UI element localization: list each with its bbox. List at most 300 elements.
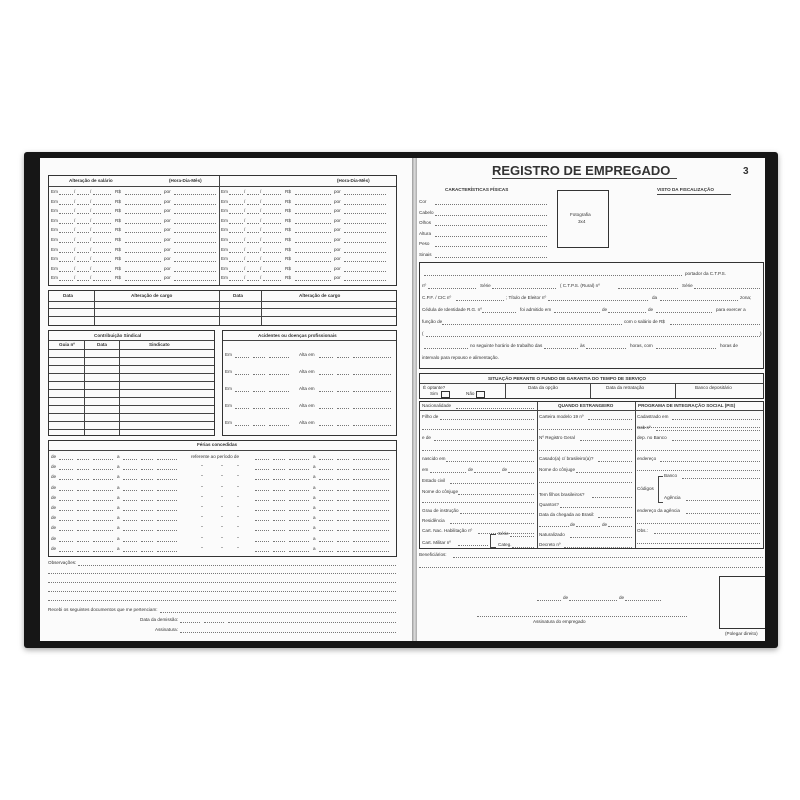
de-label: de — [51, 505, 57, 510]
fill-in-line — [482, 312, 516, 313]
rule-line — [49, 308, 396, 309]
filhos-label: Tem filhos brasileiros? — [539, 492, 585, 497]
cargo-table — [48, 290, 397, 326]
unit-label: (Hora-Dia-Mês) — [337, 178, 370, 183]
fill-in-line — [93, 541, 113, 542]
de-label: de — [51, 454, 57, 459]
fill-in-line — [580, 440, 632, 441]
por-label: por — [164, 265, 171, 271]
estrangeiro-title: QUANDO ESTRANGEIRO — [558, 403, 614, 408]
fill-in-line — [337, 408, 349, 409]
fill-in-line — [93, 223, 111, 224]
fill-in-line — [273, 459, 285, 460]
currency-label: R$ — [285, 265, 291, 271]
date-sep: / — [74, 265, 76, 271]
fill-in-line — [474, 472, 500, 473]
date-sep: / — [260, 217, 262, 223]
date-sep: / — [90, 256, 92, 262]
rule-line — [657, 194, 731, 195]
modelo-label: Carteira modelo 19 nº — [539, 414, 584, 419]
a-label: a — [117, 515, 120, 521]
fill-in-line — [263, 252, 281, 253]
a-label: a — [117, 494, 120, 500]
casado-label: Casado(a) c/ brasileiro(a)? — [539, 456, 594, 461]
fill-in-line — [160, 612, 396, 613]
fill-in-line — [228, 622, 396, 623]
de-label: de — [51, 464, 57, 470]
cargo-header: Alteração de cargo — [299, 293, 341, 298]
fill-in-line — [59, 242, 73, 243]
fill-in-line — [59, 194, 73, 195]
de-label: de — [51, 515, 57, 521]
fill-in-line — [141, 541, 153, 542]
filho-label: Filho de — [422, 414, 439, 419]
fill-in-line — [229, 213, 243, 214]
fill-in-line — [247, 194, 259, 195]
ferias-table — [48, 440, 397, 557]
fill-in-line — [48, 582, 396, 583]
assinatura-label: Assinatura: — [155, 627, 178, 632]
fill-in-line — [435, 215, 547, 216]
fill-in-line — [59, 252, 73, 253]
em-label: Em — [225, 403, 232, 408]
date-sep: / — [74, 275, 76, 281]
fgts-title: SITUAÇÃO PERANTE O FUNDO DE GARANTIA DO TEMPO DE SERVIÇO — [488, 376, 646, 381]
fill-in-line — [77, 490, 89, 491]
fill-in-line — [353, 530, 389, 531]
fill-in-line — [77, 280, 89, 281]
data-demissao-label: Data da demissão: — [140, 617, 179, 622]
fill-in-line — [637, 450, 760, 451]
fill-in-line — [337, 520, 349, 521]
fill-in-line — [598, 517, 632, 518]
fill-in-line — [247, 223, 259, 224]
fill-in-line — [157, 469, 177, 470]
fill-in-line — [456, 408, 534, 409]
ditto-mark: " — [221, 505, 223, 510]
fill-in-line — [656, 430, 760, 431]
fill-in-line — [255, 469, 269, 470]
salary-title: Alteração de salário — [69, 178, 113, 183]
rule-line — [49, 405, 214, 406]
fill-in-line — [174, 271, 216, 272]
photo-box — [557, 190, 609, 248]
date-sep: / — [74, 189, 76, 194]
banco-depositario-label: Banco depositário — [695, 385, 732, 390]
horas-de-label: horas de — [720, 343, 738, 348]
fill-in-line — [59, 520, 73, 521]
fill-in-line — [48, 600, 396, 601]
currency-label: R$ — [115, 227, 121, 233]
fill-in-line — [59, 261, 73, 262]
fill-in-line — [353, 408, 391, 409]
fill-in-line — [229, 204, 243, 205]
a-label: a — [117, 525, 120, 531]
fill-in-line — [229, 280, 243, 281]
fill-in-line — [273, 490, 285, 491]
fill-in-line — [93, 510, 113, 511]
fill-in-line — [157, 551, 177, 552]
fill-in-line — [554, 312, 600, 313]
ditto-mark: " — [201, 515, 203, 521]
fill-in-line — [682, 478, 760, 479]
fill-in-line — [618, 288, 678, 289]
fill-in-line — [93, 479, 113, 480]
unit-label: (Hora-Dia-Mês) — [169, 178, 202, 183]
currency-label: R$ — [285, 189, 291, 194]
currency-label: R$ — [285, 256, 291, 262]
fill-in-line — [289, 520, 309, 521]
por-label: por — [164, 208, 171, 214]
a-label: a — [117, 474, 120, 480]
currency-label: R$ — [285, 237, 291, 242]
intervalo-label: intervalo para repouso e alimentação. — [422, 355, 499, 360]
em-label: Em — [51, 275, 58, 281]
fill-in-line — [253, 408, 265, 409]
polegar-label: (Polegar direito) — [725, 631, 758, 636]
ditto-mark: " — [201, 525, 203, 531]
rule-line — [537, 402, 538, 548]
codigos-label: Códigos — [637, 486, 654, 491]
fill-in-line — [229, 194, 243, 195]
em-label: Em — [51, 237, 58, 242]
identification-box — [419, 262, 764, 369]
fill-in-line — [229, 261, 243, 262]
alta-label: Alta em — [299, 369, 315, 374]
estado-civil-label: Estado civil — [422, 478, 446, 483]
date-sep: / — [90, 227, 92, 233]
fill-in-line — [141, 479, 153, 480]
em-label: Em — [51, 265, 58, 271]
fill-in-line — [123, 459, 137, 460]
fill-in-line — [255, 520, 269, 521]
rule-line — [49, 301, 396, 302]
em-label: Em — [225, 420, 232, 425]
date-sep: / — [244, 275, 246, 281]
date-sep: / — [260, 246, 262, 252]
photo-label: Fotografia — [570, 212, 591, 217]
date-sep: / — [260, 256, 262, 262]
alta-label: Alta em — [299, 352, 315, 357]
fill-in-line — [93, 490, 113, 491]
date-sep: / — [244, 246, 246, 252]
fill-in-line — [141, 510, 153, 511]
a-label: a — [117, 464, 120, 470]
fill-in-line — [319, 469, 333, 470]
fill-in-line — [337, 510, 349, 511]
ditto-mark: " — [201, 535, 203, 541]
fill-in-line — [93, 242, 111, 243]
ditto-mark: " — [237, 464, 239, 470]
de-label: de — [51, 484, 57, 490]
fill-in-line — [656, 312, 712, 313]
a-label: a — [313, 515, 316, 521]
date-sep: / — [90, 237, 92, 242]
em-label: Em — [221, 275, 228, 281]
rule-line — [49, 429, 214, 430]
fill-in-line — [235, 391, 249, 392]
date-sep: / — [90, 217, 92, 223]
fill-in-line — [123, 490, 137, 491]
fill-in-line — [344, 232, 386, 233]
fill-in-line — [319, 510, 333, 511]
fill-in-line — [255, 459, 269, 460]
salario-label: com o salário de R$ — [624, 319, 665, 324]
titulo-label: ; Título de Eleitor nº — [506, 295, 547, 300]
fill-in-line — [537, 600, 561, 601]
currency-label: R$ — [285, 198, 291, 204]
fill-in-line — [273, 520, 285, 521]
ditto-mark: " — [221, 494, 223, 500]
em-label: Em — [225, 369, 232, 374]
fill-in-line — [576, 526, 600, 527]
em-label: Em — [51, 208, 58, 214]
fill-in-line — [77, 194, 89, 195]
por-label: por — [164, 246, 171, 252]
de-label: de — [468, 467, 474, 472]
por-label: por — [334, 256, 341, 262]
de-label: de — [563, 595, 569, 600]
fill-in-line — [77, 242, 89, 243]
date-sep: / — [90, 275, 92, 281]
militar-label: Cart. Militar nº — [422, 540, 451, 545]
fill-in-line — [59, 510, 73, 511]
fill-in-line — [77, 213, 89, 214]
fill-in-line — [422, 429, 534, 430]
fill-in-line — [637, 470, 760, 471]
fill-in-line — [263, 261, 281, 262]
fill-in-line — [426, 336, 760, 337]
fill-in-line — [174, 252, 216, 253]
ditto-mark: " — [237, 505, 239, 510]
fill-in-line — [353, 500, 389, 501]
rule-line — [505, 383, 506, 398]
fill-in-line — [273, 479, 285, 480]
rule-line — [658, 476, 663, 477]
fill-in-line — [544, 348, 578, 349]
fill-in-line — [353, 425, 391, 426]
fill-in-line — [319, 500, 333, 501]
fill-in-line — [289, 541, 309, 542]
fill-in-line — [435, 225, 547, 226]
fill-in-line — [247, 271, 259, 272]
cargo-header: Data — [63, 293, 73, 298]
fill-in-line — [93, 252, 111, 253]
cadastrado-label: Cadastrado em — [637, 414, 669, 419]
em-label: Em — [221, 237, 228, 242]
fill-in-line — [337, 459, 349, 460]
ditto-mark: " — [221, 535, 223, 541]
em-label: Em — [221, 198, 228, 204]
nascido-label: nascido em — [422, 456, 446, 461]
fill-in-line — [295, 204, 331, 205]
ferias-title: Férias concedidas — [197, 442, 238, 447]
observacoes-label: Observações: — [48, 560, 77, 565]
fill-in-line — [512, 547, 534, 548]
fill-in-line — [598, 461, 632, 462]
fill-in-line — [344, 261, 386, 262]
physical-label: Olhos — [419, 220, 432, 225]
salary-table — [48, 175, 397, 286]
fill-in-line — [263, 204, 281, 205]
rule-line — [49, 421, 214, 422]
fill-in-line — [273, 469, 285, 470]
por-label: por — [334, 217, 341, 223]
fill-in-line — [77, 204, 89, 205]
rule-line — [590, 383, 591, 398]
fill-in-line — [77, 271, 89, 272]
em-label: Em — [221, 208, 228, 214]
endereco-label: endereço — [637, 456, 657, 461]
rule-line — [49, 373, 214, 374]
form-title: REGISTRO DE EMPREGADO — [492, 163, 671, 178]
por-label: por — [334, 208, 341, 214]
fill-in-line — [174, 213, 216, 214]
fill-in-line — [180, 632, 396, 633]
fill-in-line — [319, 408, 333, 409]
fill-in-line — [59, 459, 73, 460]
acidentes-title: Acidentes ou doenças profissionais — [258, 333, 337, 338]
por-label: por — [334, 237, 341, 242]
rule-line — [658, 476, 659, 502]
caracteristicas-title: CARACTERÍSTICAS FÍSICAS — [445, 187, 509, 192]
fill-in-line — [319, 490, 333, 491]
fill-in-line — [344, 194, 386, 195]
fill-in-line — [263, 194, 281, 195]
date-sep: / — [244, 217, 246, 223]
assinatura-empregado-label: Assinatura do empregado — [533, 619, 586, 624]
fill-in-line — [59, 280, 73, 281]
ditto-mark: " — [201, 494, 203, 500]
rule-line — [49, 381, 214, 382]
currency-label: R$ — [115, 189, 121, 194]
a-label: a — [313, 464, 316, 470]
fill-in-line — [229, 252, 243, 253]
currency-label: R$ — [115, 246, 121, 252]
fill-in-line — [125, 213, 161, 214]
a-label: a — [313, 535, 316, 541]
fill-in-line — [269, 374, 289, 375]
fill-in-line — [450, 483, 534, 484]
a-label: a — [313, 484, 316, 490]
em-label: Em — [221, 189, 228, 194]
fill-in-line — [686, 513, 760, 514]
fill-in-line — [263, 232, 281, 233]
horario-label: no seguinte horário de trabalho das — [470, 343, 543, 348]
rule-line — [49, 349, 214, 350]
fill-in-line — [273, 551, 285, 552]
fill-in-line — [77, 469, 89, 470]
rule-line — [49, 397, 214, 398]
fill-in-line — [608, 526, 632, 527]
currency-label: R$ — [115, 217, 121, 223]
fill-in-line — [560, 507, 632, 508]
em-label: Em — [221, 265, 228, 271]
fill-in-line — [93, 280, 111, 281]
por-label: por — [164, 256, 171, 262]
fill-in-line — [235, 425, 249, 426]
militar-categ-label: Categ. — [498, 542, 512, 547]
a-label: a — [313, 545, 316, 551]
fill-in-line — [289, 510, 309, 511]
ditto-mark: " — [221, 515, 223, 521]
fill-in-line — [289, 469, 309, 470]
fill-in-line — [123, 469, 137, 470]
fill-in-line — [93, 232, 111, 233]
nacionalidade-label: Nacionalidade — [422, 403, 452, 408]
portador-label: portador da C.T.P.S. — [685, 271, 727, 276]
chegada-label: Data da chegada ao Brasil: — [539, 512, 595, 517]
de-label: de — [602, 522, 608, 527]
funcao-label: função de — [422, 319, 443, 324]
ditto-mark: " — [201, 464, 203, 470]
fill-in-line — [123, 500, 137, 501]
fill-in-line — [337, 357, 349, 358]
fill-in-line — [295, 213, 331, 214]
fill-in-line — [93, 500, 113, 501]
fill-in-line — [77, 252, 89, 253]
date-sep: / — [260, 208, 262, 214]
a-label: a — [117, 454, 120, 459]
fill-in-line — [344, 242, 386, 243]
paren-close: ) — [760, 331, 762, 336]
fill-in-line — [247, 252, 259, 253]
fill-in-line — [174, 261, 216, 262]
fill-in-line — [319, 530, 333, 531]
fill-in-line — [353, 459, 389, 460]
ditto-mark: " — [237, 494, 239, 500]
fill-in-line — [295, 242, 331, 243]
date-sep: / — [244, 189, 246, 194]
sim-checkbox — [441, 391, 450, 398]
em-label: Em — [51, 198, 58, 204]
currency-label: R$ — [285, 227, 291, 233]
fill-in-line — [694, 288, 760, 289]
registro-label: Nº Registro Geral — [539, 435, 575, 440]
naturalizado-label: Naturalizado — [539, 532, 565, 537]
left-page — [40, 158, 412, 641]
ditto-mark: " — [201, 484, 203, 490]
fill-in-line — [576, 472, 632, 473]
fill-in-line — [337, 391, 349, 392]
ctps-n-label: nº — [422, 283, 427, 288]
fill-in-line — [295, 232, 331, 233]
fill-in-line — [253, 374, 265, 375]
fill-in-line — [353, 490, 389, 491]
fill-in-line — [539, 482, 632, 483]
em-label: Em — [221, 246, 228, 252]
fill-in-line — [273, 510, 285, 511]
fill-in-line — [319, 551, 333, 552]
fill-in-line — [424, 348, 468, 349]
fill-in-line — [353, 357, 391, 358]
de-label: de — [51, 535, 57, 541]
fill-in-line — [508, 472, 534, 473]
fill-in-line — [77, 551, 89, 552]
ditto-mark: " — [237, 515, 239, 521]
fill-in-line — [337, 500, 349, 501]
fill-in-line — [446, 461, 534, 462]
pis-title: PROGRAMA DE INTEGRAÇÃO SOCIAL (PIS) — [638, 403, 736, 408]
fill-in-line — [174, 242, 216, 243]
fgts-box — [419, 373, 764, 399]
visto-title: VISTO DA FISCALIZAÇÃO — [657, 187, 714, 192]
referente-label: referente ao período de — [191, 454, 240, 459]
date-sep: / — [74, 246, 76, 252]
fill-in-line — [353, 551, 389, 552]
cargo-header: Alteração de cargo — [131, 293, 173, 298]
ditto-mark: " — [221, 484, 223, 490]
